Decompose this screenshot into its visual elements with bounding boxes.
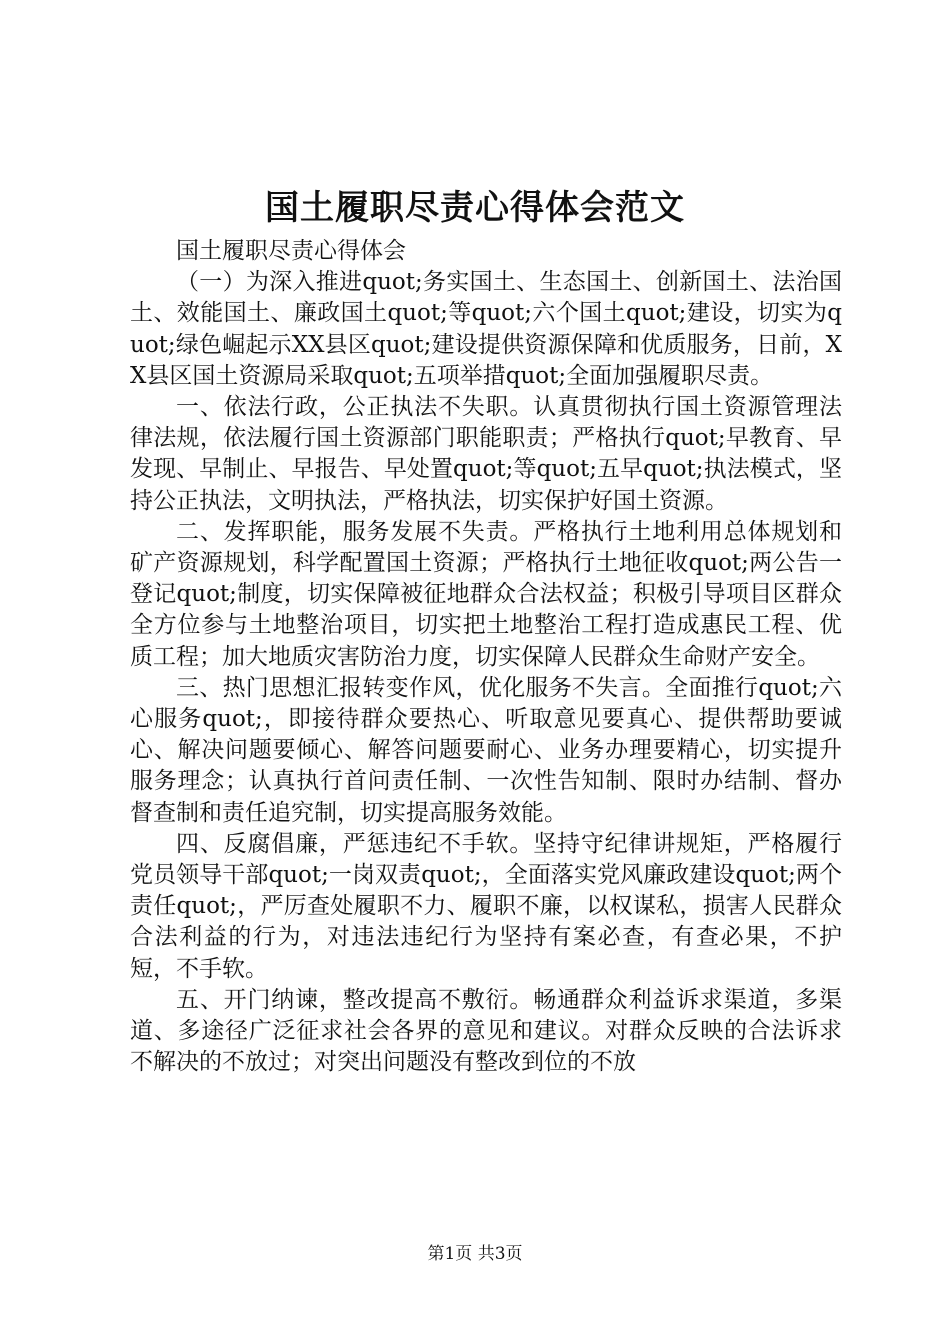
paragraph-intro: （一）为深入推进quot;务实国土、生态国土、创新国土、法治国土、效能国土、廉政国土quot;等quot;六个国土quot;建设，切实为quot;绿色崛起示XX县区quot;建设提供资源保障和优质服务，日前，XX县区国土资源局采取quot;五项举措quot;全面加强履职尽责。 <box>130 269 842 389</box>
paragraph-measure-2: 二、发挥职能，服务发展不失责。严格执行土地利用总体规划和矿产资源规划，科学配置国土资源；严格执行土地征收quot;两公告一登记quot;制度，切实保障被征地群众合法权益；积极引导项目区群众全方位参与土地整治项目，切实把土地整治工程打造成惠民工程、优质工程；加大地质灾害防治力度，切实保障人民群众生命财产安全。 <box>130 518 842 670</box>
paragraph-measure-1: 一、依法行政，公正执法不失职。认真贯彻执行国土资源管理法律法规，依法履行国土资源部门职能职责；严格执行quot;早教育、早发现、早制止、早报告、早处置quot;等quot;五早quot;执法模式，坚持公正执法，文明执法，严格执法，切实保护好国土资源。 <box>130 394 842 514</box>
paragraph-measure-4: 四、反腐倡廉，严惩违纪不手软。坚持守纪律讲规矩，严格履行党员领导干部quot;一岗双责quot;，全面落实党风廉政建设quot;两个责任quot;，严厉查处履职不力、履职不廉，以权谋私，损害人民群众合法利益的行为，对违法违纪行为坚持有案必查，有查必果，不护短，不手软。 <box>130 830 842 982</box>
paragraph-measure-3: 三、热门思想汇报转变作风，优化服务不失言。全面推行quot;六心服务quot;，即接待群众要热心、听取意见要真心、提供帮助要诚心、解决问题要倾心、解答问题要耐心、业务办理要精心，切实提升服务理念；认真执行首问责任制、一次性告知制、限时办结制、督办督查制和责任追究制，切实提高服务效能。 <box>130 674 842 826</box>
document-body <box>130 236 842 1078</box>
page-number-footer: 第1页 共3页 <box>427 1244 523 1264</box>
paragraph-measure-5: 五、开门纳谏，整改提高不敷衍。畅通群众利益诉求渠道，多渠道、多途径广泛征求社会各界的意见和建议。对群众反映的合法诉求不解决的不放过；对突出问题没有整改到位的不放 <box>130 986 842 1076</box>
document-title: 国土履职尽责心得体会范文 <box>265 188 685 228</box>
paragraph-subtitle: 国土履职尽责心得体会 <box>176 238 406 264</box>
